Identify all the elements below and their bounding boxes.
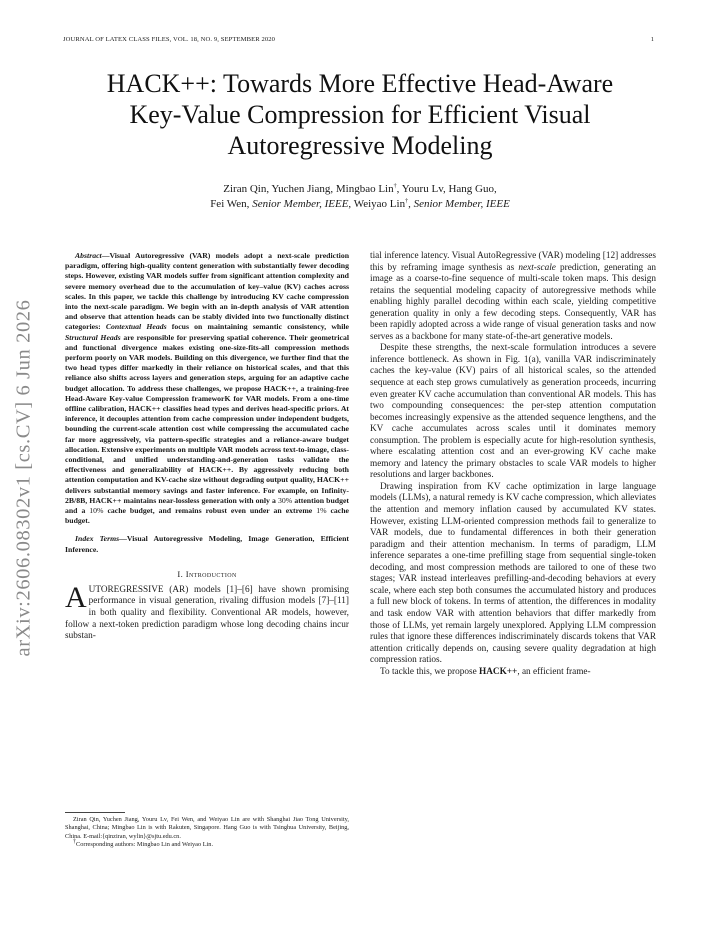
percent-value: 30% — [278, 495, 293, 505]
abstract-text: are responsible for preserving spatial coherence. Their geometrical and functional divergence makes existing one-size-fits-all compression methods perform poorly on VAR models. Building on this divergence, we further find that the two head types differ markedly in their reliance on historical scales, and that this reliance also shifts across layers and generation steps, arguing for an adaptive cache budget allocation. To address these challenges, we propose HACK++, a training-free Head-Aware Key-value Compression frameworK for VAR models. From a one-time offline calibration, HACK++ classifies head types and derives head-specific priors. At inference, it decouples attention from cache compression under independent budgets, bounding the current-scale attention cost while compressing the accumulated cache far more aggressively, via pattern-specific strategies and a reliance-aware budget allocation. Extensive experiments on multiple VAR models across text-to-image, class-conditional, and unified understanding-and-generation tasks validate the effectiveness and generalizability of HACK++. By aggressively reducing both attention computation and KV-cache size without degrading output quality, HACK++ delivers substantial memory savings and faster inference. For example, on Infinity-2B/8B, HACK++ maintains near-lossless generation with only a — [65, 332, 349, 505]
left-column — [65, 251, 349, 643]
emphasis: next-scale — [518, 262, 556, 273]
title-line: HACK++: Towards More Effective Head-Aware — [106, 69, 614, 98]
abstract-text: attention budget and a — [65, 495, 349, 516]
body-paragraph: Drawing inspiration from KV cache optimization in large language models (LLMs), a natural remedy is KV cache compression, which alleviates the attention and memory inflation caused by accumulated KV states. However, existing LLM-oriented compression methods fail to generalize to VAR models, due to fundamental differences in both their generation paradigm and their attention mechanism. In terms of paradigm, LLM inference separates a one-time prefilling stage from sequential single-token decoding, and most compression methods are tailored to one of these two stages; VAR instead interleaves prefilling-and-decoding behaviors at every scale, where each step both consumes the accumulated history and produces a full new block of tokens. In terms of attention, the differences in modality and task endow VAR with attention behaviors that differ markedly from those of LLMs, yet remain largely unexplored. Applying LLM compression rules that ignore these differences indiscriminately discards tokens that VAR attention critically depends on, causing severe quality degradation at high compression ratios. — [370, 481, 656, 666]
percent-value: 10% — [89, 506, 104, 516]
intro-text: UTOREGRESSIVE (AR) models [1]–[6] have shown promising performance in visual generation, rivaling diffusion models [7]–[11] in both quality and flexibility. Conventional AR models, however, follow a next-token prediction paradigm whose long decoding chains incur substan- — [65, 584, 349, 642]
method-name: HACK++ — [479, 666, 518, 677]
corresponding-mark: † — [73, 838, 76, 845]
author-list — [60, 182, 660, 212]
corresponding-text: Corresponding authors: Mingbao Lin and Weiyao Lin. — [76, 840, 214, 848]
author-name: Fei Wen, — [210, 198, 253, 210]
right-column — [370, 251, 656, 678]
intro-paragraph — [65, 580, 349, 643]
body-paragraph — [370, 251, 656, 343]
percent-value: 1% — [316, 506, 327, 516]
abstract-text: focus on maintaining semantic consistency, while — [166, 322, 349, 332]
index-terms-label: Index Terms — [75, 534, 120, 544]
author-line-2 — [60, 197, 660, 212]
body-paragraph — [370, 667, 656, 679]
term-structural-heads: Structural Heads — [65, 332, 121, 342]
abstract-label: Abstract — [75, 251, 102, 260]
index-terms — [65, 534, 349, 554]
author-title: Senior Member, IEEE — [413, 198, 510, 210]
arxiv-stamp-text: arXiv:2606.08302v1 [cs.CV] 6 Jun 2026 — [12, 299, 35, 657]
page-number: 1 — [650, 36, 654, 43]
corresponding-footnote — [65, 838, 349, 849]
title-line: Autoregressive Modeling — [227, 131, 493, 160]
body-text: , an efficient frame- — [517, 666, 591, 677]
corresponding-mark: † — [405, 198, 409, 205]
index-terms-text: Visual Autoregressive Modeling, Image Generation, Efficient Inference. — [65, 534, 349, 554]
abstract-text: Visual Autoregressive (VAR) models adopt a next-scale prediction paradigm, offering high-quality content generation with substantially fewer decoding steps. However, existing VAR models suffer from significant attention complexity and severe memory overhead due to the accumulation of key–value (KV) caches across scales. In this paper, we tackle this challenge by introducing KV cache compression into the next-scale paradigm. We begin with an in-depth analysis of VAR attention and observe that attention heads can be stably divided into two functionally distinct categories: — [65, 251, 349, 332]
author-title: Senior Member, IEEE — [252, 198, 349, 210]
affiliation-footnote: Ziran Qin, Yuchen Jiang, Youru Lv, Fei Wen, and Weiyao Lin are with Shanghai Jiao Tong University, Shanghai, China; Mingbao Lin is with Rakuten, Singapore. Hang Guo is with Tsinghua University, Beijing, China. E-mail:{qinziran, wylin}@sjtu.edu.cn. — [65, 816, 349, 840]
body-text: prediction, generating an image as a coarse-to-fine sequence of multi-scale token maps. This design retains the sequential modeling capacity of autoregressive methods while enabling highly parallel decoding within each scale, yielding competitive generation quality in only a few decoding steps. Consequently, VAR has been rapidly adopted across a wide range of visual generation tasks and now serves as a backbone for many state-of-the-art generative models. — [370, 262, 656, 342]
running-header: JOURNAL OF LATEX CLASS FILES, VOL. 18, NO. 9, SEPTEMBER 2020 — [63, 36, 276, 43]
dash: — — [101, 251, 110, 260]
corresponding-mark: † — [393, 183, 397, 190]
abstract-text: cache budget. — [65, 506, 349, 526]
author-names-rest: , Youru Lv, Hang Guo, — [396, 183, 497, 195]
body-text: tial inference latency. Visual AutoRegressive (VAR) modeling [12] addresses this by reframing image synthesis as — [370, 251, 656, 273]
abstract-text: cache budget, and remains robust even under an extreme — [103, 506, 317, 516]
abstract — [65, 251, 349, 526]
dash: — — [119, 534, 127, 544]
title-line: Key-Value Compression for Efficient Visual — [129, 100, 591, 129]
section-number: I. — [177, 568, 184, 579]
footnotes — [65, 816, 349, 849]
body-text: To tackle this, we propose — [380, 666, 480, 677]
section-title: Introduction — [185, 568, 237, 579]
body-paragraph: Despite these strengths, the next-scale formulation introduces a severe inference bottleneck. As shown in Fig. 1(a), vanilla VAR indiscriminately caches the key-value (KV) pairs of all historical scales, so the attended sequence at each step grows cumulatively as generation proceeds, incurring even greater KV cache accumulation than conventional AR models. This has two compounding consequences: the per-step attention computation becomes increasingly expensive as the attended sequence lengthens, and the KV cache accumulates across scales until it dominates memory consumption. The problem is especially acute for high-resolution synthesis, where escalating attention cost and an ever-growing KV cache make memory and latency the primary obstacles to scale VAR models to higher resolutions and larger backbones. — [370, 343, 656, 481]
author-names: Ziran Qin, Yuchen Jiang, Mingbao Lin — [223, 183, 394, 195]
paper-title — [60, 68, 660, 161]
separator: , — [408, 198, 414, 210]
term-contextual-heads: Contextual Heads — [105, 322, 167, 332]
section-heading — [65, 569, 349, 579]
arxiv-stamp — [10, 288, 38, 668]
drop-cap: A — [65, 580, 87, 614]
author-name: , Weiyao Lin — [348, 198, 406, 210]
author-line-1 — [60, 182, 660, 197]
footnote-rule — [65, 812, 125, 813]
